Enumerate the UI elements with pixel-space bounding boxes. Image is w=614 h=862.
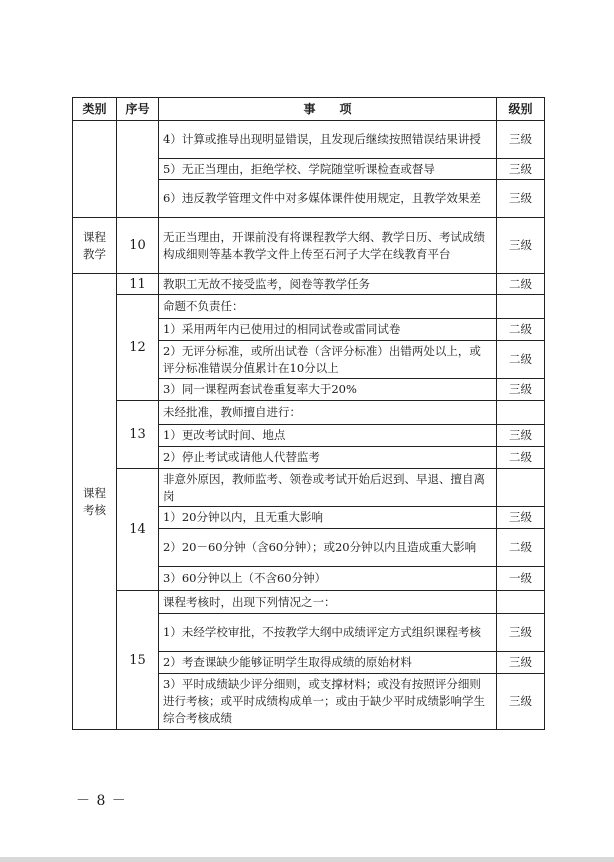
- level-cell: [497, 591, 545, 614]
- item-cell: 非意外原因，教师监考、领卷或考试开始后迟到、早退、擅自离岗: [159, 469, 497, 507]
- item-cell: 无正当理由，开课前没有将课程教学大纲、教学日历、考试成绩构成细则等基本教学文件上传至石河子大学在线教育平台: [159, 218, 497, 274]
- table-row: [73, 218, 545, 274]
- level-cell: 三级: [497, 379, 545, 401]
- item-cell: 课程考核时，出现下列情况之一：: [159, 591, 497, 614]
- item-cell: 4）计算或推导出现明显错误，且发现后继续按照错误结果讲授: [159, 121, 497, 159]
- category-cell-course-teaching: 课程教学: [73, 218, 117, 274]
- item-cell: 2）20－60分钟（含60分钟）；或20分钟以内且造成重大影响: [159, 529, 497, 567]
- level-cell: 二级: [497, 319, 545, 341]
- table-row: [73, 274, 545, 295]
- table-row: [73, 591, 545, 614]
- item-cell: 2）无评分标准，或所出试卷（含评分标准）出错两处以上，或评分标准错误分值累计在10分以上: [159, 341, 497, 379]
- item-cell: 5）无正当理由，拒绝学校、学院随堂听课检查或督导: [159, 159, 497, 180]
- table-row: [73, 121, 545, 159]
- number-cell: 10: [117, 218, 159, 274]
- number-cell: 13: [117, 401, 159, 469]
- table-header-row: [73, 98, 545, 121]
- regulation-table: [72, 97, 545, 730]
- item-cell: 1）20分钟以内，且无重大影响: [159, 507, 497, 529]
- level-cell: 二级: [497, 447, 545, 469]
- level-cell: [497, 469, 545, 507]
- level-cell: 三级: [497, 674, 545, 730]
- level-cell: 三级: [497, 121, 545, 159]
- category-cell-empty: [73, 121, 117, 218]
- item-cell: 教职工无故不接受监考，阅卷等教学任务: [159, 274, 497, 295]
- header-number: 序号: [117, 98, 159, 121]
- table-row: [73, 295, 545, 319]
- level-cell: 三级: [497, 652, 545, 674]
- item-cell: 1）未经学校审批，不按教学大纲中成绩评定方式组织课程考核: [159, 614, 497, 652]
- item-cell: 命题不负责任：: [159, 295, 497, 319]
- level-cell: 二级: [497, 274, 545, 295]
- table-row: [73, 469, 545, 507]
- level-cell: 三级: [497, 159, 545, 180]
- level-cell: 二级: [497, 341, 545, 379]
- level-cell: [497, 295, 545, 319]
- item-cell: 3）同一课程两套试卷重复率大于20%: [159, 379, 497, 401]
- header-item: 事 项: [159, 98, 497, 121]
- number-cell: 12: [117, 295, 159, 401]
- number-cell: 15: [117, 591, 159, 730]
- item-cell: 3）平时成绩缺少评分细则，或支撑材料；或没有按照评分细则进行考核；或平时成绩构成单一；或由于缺少平时成绩影响学生综合考核成绩: [159, 674, 497, 730]
- item-cell: 1）更改考试时间、地点: [159, 425, 497, 447]
- item-cell: 未经批准，教师擅自进行：: [159, 401, 497, 425]
- level-cell: [497, 401, 545, 425]
- item-cell: 2）考查课缺少能够证明学生取得成绩的原始材料: [159, 652, 497, 674]
- level-cell: 三级: [497, 180, 545, 218]
- category-cell-course-assessment: 课程考核: [73, 274, 117, 730]
- level-cell: 一级: [497, 567, 545, 591]
- page-number: － 8 －: [76, 793, 127, 809]
- level-cell: 二级: [497, 529, 545, 567]
- level-cell: 三级: [497, 425, 545, 447]
- page-bottom-divider: [0, 857, 614, 862]
- table-row: [73, 401, 545, 425]
- number-cell: 11: [117, 274, 159, 295]
- number-cell-empty: [117, 121, 159, 218]
- item-cell: 1）采用两年内已使用过的相同试卷或雷同试卷: [159, 319, 497, 341]
- header-category: 类别: [73, 98, 117, 121]
- header-level: 级别: [497, 98, 545, 121]
- number-cell: 14: [117, 469, 159, 591]
- level-cell: 三级: [497, 614, 545, 652]
- item-cell: 6）违反教学管理文件中对多媒体课件使用规定，且教学效果差: [159, 180, 497, 218]
- level-cell: 三级: [497, 218, 545, 274]
- item-cell: 2）停止考试或请他人代替监考: [159, 447, 497, 469]
- item-cell: 3）60分钟以上（不含60分钟）: [159, 567, 497, 591]
- level-cell: 三级: [497, 507, 545, 529]
